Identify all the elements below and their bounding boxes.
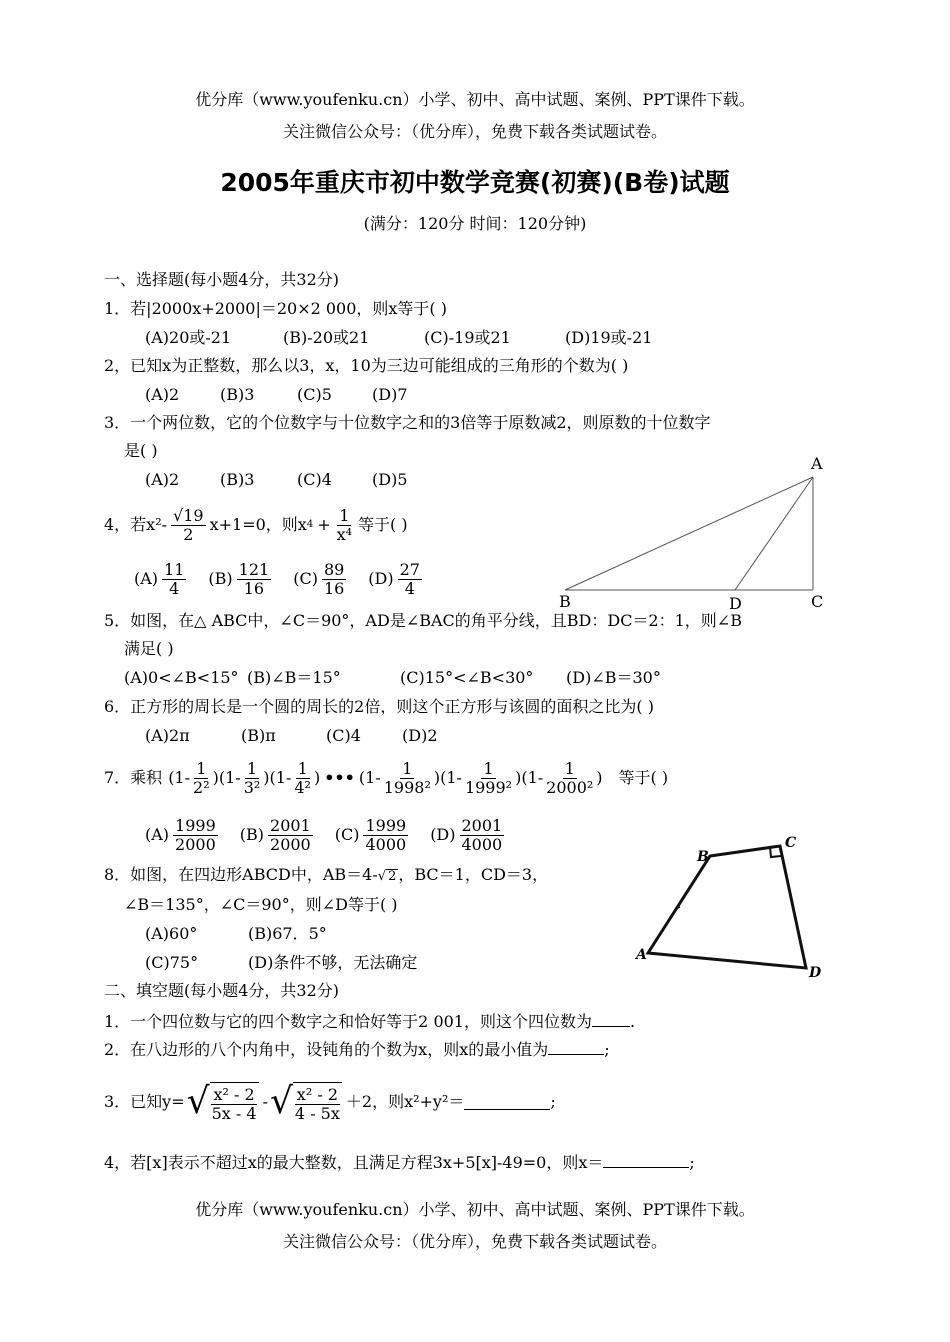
- q7-close-5: ): [515, 768, 522, 787]
- header-line-1: 优分库（www.youfenku.cn）小学、初中、高中试题、案例、PPT课件下载。: [195, 90, 755, 109]
- q4-option-c-label: (C): [293, 569, 318, 588]
- question-7-stem: [104, 752, 668, 804]
- fill-3-d2: 4 - 5x: [294, 1103, 340, 1123]
- header-line-2: 关注微信公众号：（优分库），免费下载各类试题试卷。: [282, 122, 667, 141]
- question-3-option-a: (A)2: [145, 470, 180, 489]
- q4-option-c-den: 16: [323, 578, 345, 598]
- question-2-option-c: (C)5: [297, 385, 332, 404]
- question-1-option-a: (A)20或-21: [145, 328, 232, 347]
- q4-middle: x+1=0，则x: [209, 515, 307, 534]
- q8-sqrt-value: 2: [388, 869, 397, 884]
- question-5-stem-line-1: 5．如图，在△ ABC中，∠C＝90°，AD是∠BAC的角平分线，且BD：DC＝2：1，则∠B: [104, 611, 742, 630]
- q7-option-b-frac: [268, 817, 313, 853]
- question-6-option-d: (D)2: [402, 726, 438, 745]
- question-5-option-d: (D)∠B＝30°: [566, 668, 661, 687]
- question-7-options: [145, 810, 508, 860]
- q7-option-b-num: 2001: [270, 815, 311, 835]
- fill-3-n1: x² - 2: [213, 1084, 255, 1104]
- q4-plus: +: [317, 515, 331, 534]
- q7-dots: •••: [324, 768, 355, 787]
- q4-option-a-frac: [162, 561, 186, 597]
- q4-option-d-num: 27: [399, 559, 420, 579]
- q4-fraction-2: [335, 507, 354, 543]
- question-3-option-d: (D)5: [372, 470, 408, 489]
- triangle-bisector-ad: [735, 477, 813, 590]
- question-1-option-d: (D)19或-21: [565, 328, 653, 347]
- q7-term-6: [544, 760, 595, 796]
- q4-option-b-num: 121: [238, 559, 270, 579]
- q7-term-2-den: 3²: [243, 777, 261, 797]
- section-1-heading: 一、选择题(每小题4分，共32分): [104, 270, 340, 289]
- q7-option-c-label: (C): [334, 825, 360, 844]
- question-1-option-c: (C)-19或21: [424, 328, 511, 347]
- question-2-option-d: (D)7: [372, 385, 408, 404]
- q7-option-c-den: 4000: [365, 834, 407, 854]
- q7-option-a-label: (A): [145, 825, 170, 844]
- q4-option-c-num: 89: [323, 559, 345, 579]
- q7-close-1: ): [212, 768, 219, 787]
- q7-suffix: 等于( ): [618, 768, 669, 787]
- fill-4-end: ;: [689, 1153, 695, 1172]
- q4-prefix: 4，若x²-: [104, 515, 168, 534]
- q7-option-b-den: 2000: [270, 834, 311, 854]
- question-2-option-b: (B)3: [220, 385, 255, 404]
- q4-option-a-den: 4: [169, 578, 180, 598]
- question-2-option-a: (A)2: [145, 385, 180, 404]
- section-2-heading: 二、填空题(每小题4分，共32分): [104, 981, 340, 1000]
- fill-3-radical-1-sign: √: [186, 1081, 210, 1122]
- q7-term-4: [382, 760, 433, 796]
- q4-option-a-label: (A): [134, 569, 159, 588]
- question-1-option-b: (B)-20或21: [283, 328, 370, 347]
- q4-fraction-1: [171, 507, 206, 543]
- question-1-stem: 1．若|2000x+2000|＝20×2 000，则x等于( ): [104, 299, 447, 318]
- fill-3-prefix: 3．已知y=: [104, 1092, 185, 1111]
- question-8-option-d: (D)条件不够，无法确定: [248, 953, 418, 972]
- q4-option-b-frac: [237, 561, 272, 597]
- quad-label-a: A: [636, 947, 647, 963]
- fill-2: [104, 1040, 610, 1058]
- q7-option-c-num: 1999: [365, 815, 407, 835]
- q4-frac2-den: x⁴: [336, 524, 353, 544]
- fill-1: [104, 1012, 635, 1030]
- fill-1-end: .: [630, 1012, 636, 1031]
- fill-3-radical-1: [210, 1082, 259, 1122]
- q7-term-5: [463, 760, 514, 796]
- q7-close-3: ): [313, 768, 321, 787]
- q8-stem-b: ，BC＝1，CD＝3，: [398, 865, 549, 884]
- quad-label-b: B: [697, 849, 709, 865]
- fill-3: [104, 1072, 556, 1132]
- question-6-option-c: (C)4: [326, 726, 361, 745]
- q7-term-2-num: 1: [246, 758, 258, 778]
- triangle-label-a: A: [811, 454, 823, 473]
- q7-close-6: ): [596, 768, 603, 787]
- question-5-option-c: (C)15°<∠B<30°: [400, 668, 534, 687]
- fill-4: [104, 1153, 695, 1171]
- question-8-stem-line-2: ∠B＝135°，∠C＝90°，则∠D等于( ): [124, 895, 398, 914]
- q4-option-d-frac: [398, 561, 422, 597]
- question-4-stem: [104, 500, 408, 550]
- q8-sqrt-sign: √: [377, 869, 387, 884]
- q7-open-6: (1-: [521, 768, 544, 787]
- q7-term-3: [292, 760, 313, 796]
- q7-open-1: (1-: [168, 768, 191, 787]
- q7-option-a-frac: [173, 817, 218, 853]
- q7-open-3: (1-: [269, 768, 292, 787]
- fill-3-end: ;: [550, 1092, 556, 1111]
- q7-term-3-num: 1: [297, 758, 308, 778]
- q7-option-d-den: 4000: [461, 834, 503, 854]
- q7-option-c-frac: [363, 817, 408, 853]
- question-3-option-c: (C)4: [297, 470, 332, 489]
- fill-4-text: 4，若[x]表示不超过x的最大整数，且满足方程3x+5[x]-49=0，则x＝: [104, 1153, 604, 1172]
- question-8-option-c: (C)75°: [145, 953, 199, 972]
- q7-term-6-num: 1: [564, 758, 575, 778]
- footer-line-2: 关注微信公众号：（优分库），免费下载各类试题试卷。: [282, 1232, 667, 1251]
- q4-option-c-frac: [322, 561, 346, 597]
- question-4-options: [134, 554, 426, 604]
- quadrilateral-abcd: [648, 846, 806, 968]
- q4-suffix: 等于( ): [358, 515, 408, 534]
- fill-3-mid: ＋2，则x²+y²＝: [345, 1092, 465, 1111]
- q7-term-5-num: 1: [483, 758, 494, 778]
- fill-3-d1: 5x - 4: [211, 1103, 257, 1123]
- question-8-option-a: (A)60°: [145, 924, 198, 943]
- question-8-option-b: (B)67．5°: [248, 924, 327, 943]
- question-8-stem-line-1: [104, 867, 548, 883]
- question-5-option-b: (B)∠B＝15°: [247, 668, 341, 687]
- quad-label-c: C: [785, 835, 797, 851]
- q4-frac2-num: 1: [339, 505, 350, 525]
- triangle-label-c: C: [811, 592, 824, 611]
- triangle-figure: [555, 455, 835, 615]
- q7-option-d-num: 2001: [461, 815, 503, 835]
- page-subtitle: (满分：120分 时间：120分钟): [363, 214, 587, 233]
- q7-term-6-den: 2000²: [546, 777, 594, 797]
- q7-close-4: ): [433, 768, 441, 787]
- q7-open-4: (1-: [358, 768, 381, 787]
- q4-option-b-den: 16: [243, 578, 265, 598]
- q7-option-b-label: (B): [239, 825, 265, 844]
- q7-term-1-den: 2²: [193, 777, 210, 797]
- q7-term-3-den: 4²: [294, 777, 311, 797]
- question-3-option-b: (B)3: [220, 470, 255, 489]
- fill-2-end: ;: [604, 1040, 610, 1059]
- q7-open-2: (1-: [218, 768, 241, 787]
- q7-term-1-num: 1: [196, 758, 207, 778]
- question-6-stem: 6．正方形的周长是一个圆的周长的2倍，则这个正方形与该圆的面积之比为( ): [104, 697, 654, 716]
- q4-option-d-label: (D): [368, 569, 394, 588]
- q7-term-5-den: 1999²: [464, 777, 513, 797]
- q4-frac1-num: √19: [173, 505, 204, 525]
- fill-3-blank: [464, 1095, 550, 1110]
- q7-option-d-frac: [460, 817, 505, 853]
- fill-4-blank: [603, 1153, 689, 1168]
- q4-option-a-num: 11: [164, 559, 185, 579]
- triangle-side-ab: [565, 477, 813, 590]
- q4-sup: 4: [306, 519, 314, 530]
- question-5-stem-line-2: 满足( ): [124, 639, 174, 658]
- q7-close-2: ): [263, 768, 270, 787]
- question-2-stem: 2，已知x为正整数，那么以3，x，10为三边可能组成的三角形的个数为( ): [104, 356, 629, 375]
- page-title: 2005年重庆市初中数学竞赛(初赛)(B卷)试题: [220, 168, 730, 197]
- fill-1-text: 1．一个四位数与它的四个数字之和恰好等于2 001，则这个四位数为: [104, 1012, 592, 1031]
- q4-frac1-den: 2: [183, 524, 194, 544]
- q7-term-1: [191, 760, 212, 796]
- q8-stem-a: 8．如图，在四边形ABCD中，AB＝4-: [104, 865, 378, 884]
- fill-3-n2: x² - 2: [296, 1084, 338, 1104]
- quadrilateral-figure: [630, 830, 830, 985]
- fill-1-blank: [592, 1012, 630, 1027]
- q7-option-a-den: 2000: [175, 834, 216, 854]
- fill-2-text: 2．在八边形的八个内角中，设钝角的个数为x，则x的最小值为: [104, 1040, 549, 1059]
- fill-3-radical-2-sign: √: [269, 1081, 293, 1122]
- q4-option-b-label: (B): [208, 569, 233, 588]
- question-3-stem-line-2: 是( ): [124, 441, 158, 460]
- fill-2-blank: [548, 1040, 604, 1055]
- question-6-option-a: (A)2π: [145, 726, 190, 745]
- q7-option-a-num: 1999: [175, 815, 216, 835]
- fill-3-radical-2: [293, 1082, 342, 1122]
- q7-term-2: [242, 760, 263, 796]
- triangle-label-b: B: [559, 592, 571, 611]
- fill-3-minus: -: [262, 1092, 268, 1111]
- q7-open-5: (1-: [440, 768, 462, 787]
- triangle-label-d: D: [729, 594, 742, 613]
- q7-term-4-den: 1998²: [383, 777, 431, 797]
- question-3-stem-line-1: 3．一个两位数，它的个位数字与十位数字之和的3倍等于原数减2，则原数的十位数字: [104, 413, 711, 432]
- footer-line-1: 优分库（www.youfenku.cn）小学、初中、高中试题、案例、PPT课件下载。: [195, 1200, 755, 1219]
- question-6-option-b: (B)π: [241, 726, 276, 745]
- q7-option-d-label: (D): [430, 825, 456, 844]
- quad-label-d: D: [809, 965, 822, 981]
- question-5-option-a: (A)0<∠B<15°: [124, 668, 239, 687]
- q4-option-d-den: 4: [404, 578, 415, 598]
- q7-prefix: 7．乘积: [104, 768, 163, 787]
- q7-term-4-num: 1: [402, 758, 413, 778]
